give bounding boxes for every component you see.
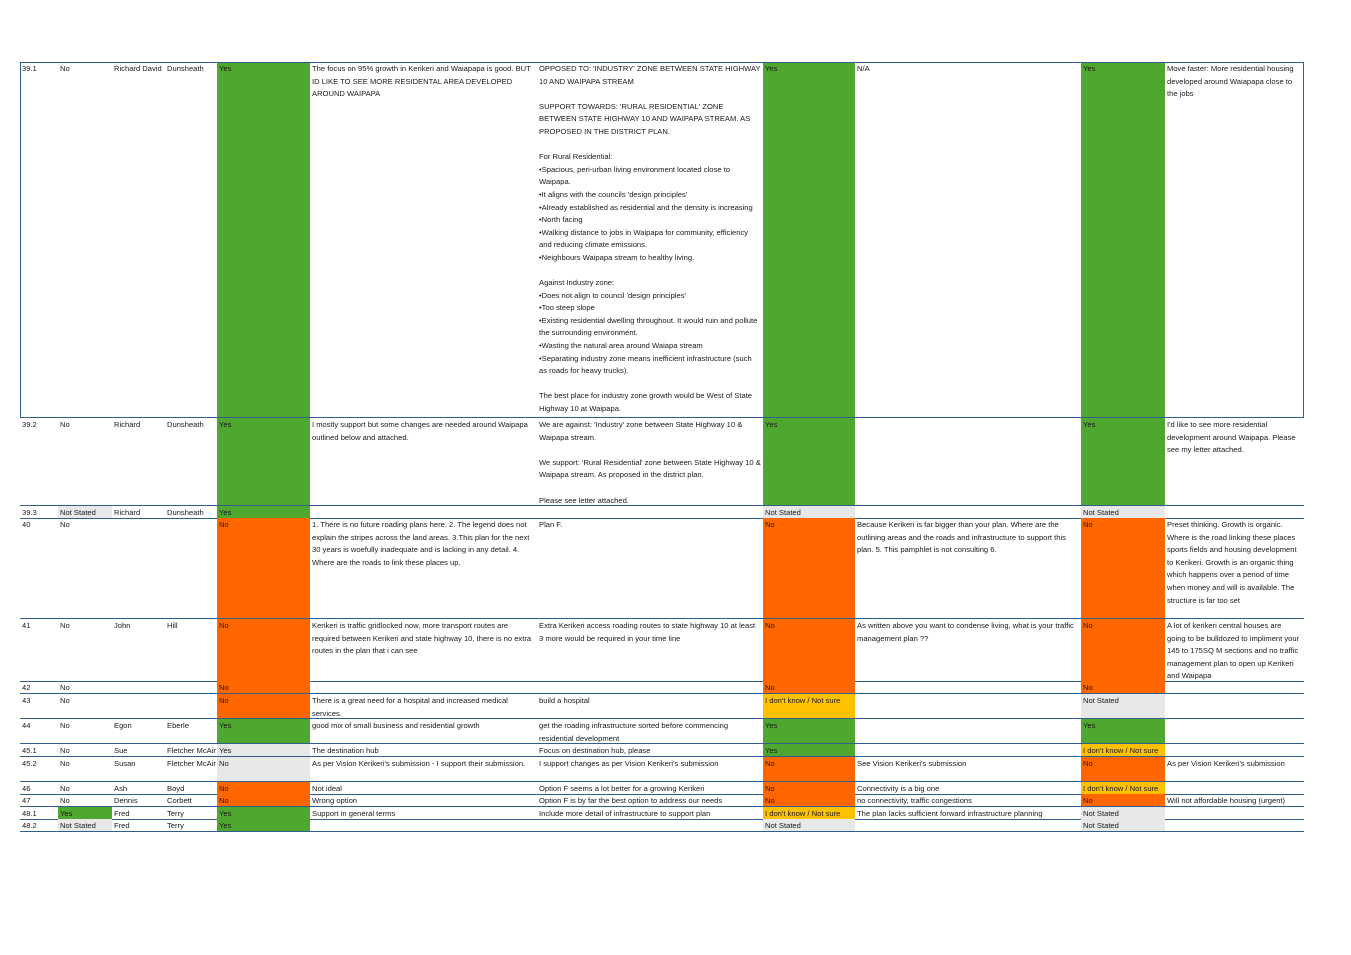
- cell-c: OPPOSED TO: 'INDUSTRY' ZONE BETWEEN STATE HIGHWAY 10 AND WAIPAPA STREAM SUPPORT TOWARDS: 'RURAL RESIDENTIAL' ZONE BETWEEN STATE HIGHWAY 10 AND WAIPAPA STREAM. AS PROPOSED IN THE DISTRICT PLAN. For Rural Residential: •Spacious, peri-urban living environment located close to Waipapa. •It aligns with the councils 'design principles' •Already established as residential and the density is increasing •North facing •Walking distance to jobs in Waipapa for community, efficiency and reducing climate emissions. •Neighbours Waipapa stream to healthy living. Against Industry zone: •Does not align to council 'design principles' •Too steep slope •Existing residential dwelling throughout. It would ruin and pollute the surrounding environment. •Wasting the natural area around Waiapa stream •Separating industry zone means inefficient infrastructure (such as roads for heavy trucks). The best place for industry zone growth would be West of State Highway 10 at Waipapa.: [539, 64, 761, 414]
- cell-c: We are against: 'Industry' zone between State Highway 10 & Waipapa stream. We support: 'Rural Residential' zone between State Highway 10 & Waipapa stream. As proposed in the district plan. Please see letter attached.: [539, 420, 761, 505]
- cell-g: Move faster: More residential housing developed around Waiapapa close to the jobs: [1167, 64, 1294, 99]
- cell-g: Preset thinking. Growth is organic. Where is the road linking these places sports fields and housing development to Kerikeri. Growth is an organic thing which happens over a period of time when money and will is available. The structure is far too set: [1167, 520, 1297, 605]
- cell-f: No: [1081, 681, 1165, 693]
- cell-g: [1165, 719, 1304, 743]
- cell-e: The plan lacks sufficient forward infrastructure planning: [857, 809, 1043, 818]
- cell-last: Dunsheath: [167, 508, 204, 517]
- table-row: [20, 681, 1304, 694]
- cell-a: Yes: [217, 807, 310, 819]
- cell-e: Connectivity is a big one: [857, 784, 940, 793]
- cell-e: N/A: [857, 64, 870, 73]
- cell-f: Not Stated: [1081, 819, 1165, 831]
- cell-id: 42: [22, 683, 31, 692]
- cell-c: [537, 819, 763, 831]
- cell-d: No: [763, 619, 855, 681]
- cell-d: Yes: [763, 62, 855, 417]
- cell-id: 39.2: [22, 420, 37, 429]
- cell-id: 44: [22, 721, 31, 730]
- cell-first: Sue: [114, 746, 128, 755]
- table-row: [20, 619, 1304, 682]
- cell-d: Yes: [763, 418, 855, 505]
- table-row: [20, 506, 1304, 519]
- cell-f: Not Stated: [1081, 506, 1165, 518]
- cell-f: Not Stated: [1081, 694, 1165, 718]
- cell-f: Yes: [1081, 719, 1165, 743]
- cell-a: Yes: [217, 719, 310, 743]
- cell-last: Hill: [167, 621, 178, 630]
- table-row: [20, 807, 1304, 820]
- cell-id: 39.1: [22, 64, 37, 73]
- cell-q1: No: [60, 64, 70, 73]
- table-row: [20, 62, 1304, 418]
- cell-b: [310, 506, 537, 518]
- cell-q1: No: [60, 683, 70, 692]
- cell-f: I don't know / Not sure: [1081, 782, 1165, 794]
- cell-b: The destination hub: [312, 746, 379, 755]
- cell-a: No: [217, 518, 310, 618]
- table-row: [20, 794, 1304, 807]
- cell-e: See Vision Kerikeri's submission: [857, 759, 967, 768]
- cell-a: Yes: [217, 819, 310, 831]
- cell-a: No: [217, 681, 310, 693]
- cell-c: Plan F.: [539, 520, 563, 529]
- cell-q1: No: [60, 784, 70, 793]
- table-row: [20, 694, 1304, 719]
- cell-c: [537, 506, 763, 518]
- cell-id: 39.3: [22, 508, 37, 517]
- cell-f: Yes: [1081, 418, 1165, 505]
- cell-b: Kerikeri is traffic gridlocked now, more transport routes are required between Kerikeri and state highway 10, there is no extra routes in the plan that i can see: [312, 621, 532, 656]
- table-row: [20, 757, 1304, 782]
- cell-e: [855, 819, 1081, 831]
- cell-c: Option F is by far the best option to address our needs: [539, 796, 723, 805]
- cell-f: No: [1081, 794, 1165, 806]
- cell-f: Not Stated: [1081, 807, 1165, 819]
- cell-g: Will not affordable housing (urgent): [1167, 796, 1286, 805]
- cell-a: No: [217, 782, 310, 794]
- cell-d: No: [763, 757, 855, 781]
- cell-first: Dennis: [114, 796, 138, 805]
- cell-first: [112, 694, 165, 718]
- cell-g: [1165, 694, 1304, 718]
- cell-id: 46: [22, 784, 31, 793]
- table-row: [20, 719, 1304, 744]
- cell-f: Yes: [1081, 62, 1165, 417]
- cell-q1: No: [60, 420, 70, 429]
- cell-first: Richard: [114, 508, 141, 517]
- cell-d: Not Stated: [763, 819, 855, 831]
- cell-last: Corbett: [167, 796, 192, 805]
- cell-d: I don't know / Not sure: [763, 694, 855, 718]
- cell-q1: No: [60, 621, 70, 630]
- cell-id: 47: [22, 796, 31, 805]
- cell-e: [855, 694, 1081, 718]
- cell-d: I don't know / Not sure: [763, 807, 855, 819]
- cell-q1: Not Stated: [58, 506, 112, 518]
- cell-q1: No: [60, 759, 70, 768]
- cell-first: [112, 518, 165, 618]
- cell-b: [310, 819, 537, 831]
- cell-last: Boyd: [167, 784, 185, 793]
- cell-b: [310, 681, 537, 693]
- cell-g: [1165, 807, 1304, 819]
- cell-c: get the roading infrastructure sorted before commencing residential development: [539, 721, 729, 743]
- cell-g: I'd like to see more residential development around Waipapa. Please see my letter attached.: [1167, 420, 1296, 455]
- table-row: [20, 518, 1304, 619]
- cell-g: [1165, 819, 1304, 831]
- cell-c: Extra Kerikeri access roading routes to state highway 10 at least 3 more would be required in your time line: [539, 621, 756, 643]
- cell-id: 48.1: [22, 809, 37, 818]
- cell-last: Eberle: [167, 721, 189, 730]
- cell-last: [165, 681, 217, 693]
- cell-b: Wrong option: [312, 796, 358, 805]
- cell-g: [1165, 681, 1304, 693]
- cell-e: [855, 506, 1081, 518]
- cell-last: [165, 694, 217, 718]
- cell-b: good mix of small business and residential growth: [312, 721, 480, 730]
- cell-first: Fred: [114, 821, 130, 830]
- cell-last: [165, 518, 217, 618]
- cell-d: No: [763, 782, 855, 794]
- cell-id: 43: [22, 696, 31, 705]
- cell-last: Dunsheath: [167, 420, 204, 429]
- cell-a: Yes: [217, 744, 310, 756]
- cell-first: Richard: [114, 420, 141, 429]
- cell-q1: No: [60, 520, 70, 529]
- cell-g: [1165, 782, 1304, 794]
- cell-q1: Yes: [58, 807, 112, 819]
- cell-b: Support in general terms: [312, 809, 396, 818]
- cell-q1: Not Stated: [58, 819, 112, 831]
- cell-f: I don't know / Not sure: [1081, 744, 1165, 756]
- cell-f: No: [1081, 757, 1165, 781]
- cell-e: [855, 719, 1081, 743]
- cell-d: No: [763, 681, 855, 693]
- cell-q1: No: [60, 721, 70, 730]
- cell-c: Focus on destination hub, please: [539, 746, 651, 755]
- table-row: [20, 782, 1304, 795]
- cell-c: Include more detail of infrastructure to support plan: [539, 809, 711, 818]
- cell-b: As per Vision Kerikeri's submission - I support their submission.: [312, 759, 526, 768]
- cell-first: Richard David: [114, 64, 162, 73]
- cell-c: [537, 681, 763, 693]
- cell-q1: No: [60, 796, 70, 805]
- cell-last: Terry: [167, 821, 184, 830]
- cell-b: The focus on 95% growth in Kerikeri and Waiapapa is good. BUT ID LIKE TO SEE MORE RESIDENTAL AREA DEVELOPED AROUND WAIPAPA: [312, 64, 531, 99]
- cell-e: [855, 744, 1081, 756]
- cell-d: No: [763, 794, 855, 806]
- cell-b: Not ideal: [312, 784, 342, 793]
- cell-q1: No: [60, 696, 70, 705]
- cell-g: As per Vision Kerikeri's submission: [1167, 759, 1285, 768]
- cell-e: no connectivity, traffic congestions: [857, 796, 972, 805]
- table-row: [20, 819, 1304, 832]
- cell-last: Terry: [167, 809, 184, 818]
- cell-id: 40: [22, 520, 31, 529]
- cell-c: I support changes as per Vision Kerikeri's submission: [539, 759, 719, 768]
- cell-first: [112, 681, 165, 693]
- cell-c: Option F seems a lot better for a growing Kerikeri: [539, 784, 705, 793]
- table-row: [20, 744, 1304, 757]
- cell-g: A lot of kerikeri central houses are going to be bulldozed to impliment your 145 to 175SQ M sections and no traffic management plan to open up Kerikeri and Waipapa: [1167, 621, 1300, 681]
- cell-a: No: [217, 794, 310, 806]
- cell-last: Dunsheath: [167, 64, 204, 73]
- cell-f: No: [1081, 518, 1165, 618]
- cell-g: [1165, 744, 1304, 756]
- cell-a: No: [217, 619, 310, 681]
- cell-id: 41: [22, 621, 31, 630]
- cell-first: Egon: [114, 721, 132, 730]
- cell-b: 1. There is no future roading plans here. 2. The legend does not explain the stripes across the land areas. 3.This plan for the next 30 years is woefully inadequate and is lacking in any detail. 4. Where are the roads to link these places up.: [312, 520, 530, 567]
- cell-a: Yes: [217, 418, 310, 505]
- cell-id: 45.1: [22, 746, 37, 755]
- cell-first: Susan: [114, 759, 136, 768]
- cell-a: Yes: [217, 62, 310, 417]
- cell-a: Yes: [217, 506, 310, 518]
- cell-id: 48.2: [22, 821, 37, 830]
- cell-g: [1165, 506, 1304, 518]
- cell-a: No: [217, 694, 310, 718]
- cell-e: [855, 681, 1081, 693]
- cell-d: No: [763, 518, 855, 618]
- cell-last: Fletcher McAir: [167, 746, 216, 755]
- cell-first: Fred: [114, 809, 130, 818]
- cell-first: Ash: [114, 784, 128, 793]
- cell-e: Because Kerikeri is far bigger than your plan. Where are the outlining areas and the roads and infrastructure to support this plan. 5. This pamphlet is not consulting 6.: [857, 520, 1066, 555]
- cell-d: Yes: [763, 719, 855, 743]
- table-row: [20, 418, 1304, 506]
- cell-d: Not Stated: [763, 506, 855, 518]
- cell-q1: No: [60, 746, 70, 755]
- cell-c: build a hospital: [539, 696, 590, 705]
- cell-last: Fletcher McAir: [167, 759, 216, 768]
- cell-b: I mostly support but some changes are needed around Waipapa outlined below and attached.: [312, 420, 528, 442]
- cell-e: As written above you want to condense living, what is your traffic management plan ??: [857, 621, 1074, 643]
- cell-f: No: [1081, 619, 1165, 681]
- cell-id: 45.2: [22, 759, 37, 768]
- cell-a: No: [217, 757, 310, 781]
- cell-b: There is a great need for a hospital and increased medical services.: [312, 696, 508, 718]
- cell-d: Yes: [763, 744, 855, 756]
- cell-first: John: [114, 621, 131, 630]
- cell-e: [855, 418, 1081, 505]
